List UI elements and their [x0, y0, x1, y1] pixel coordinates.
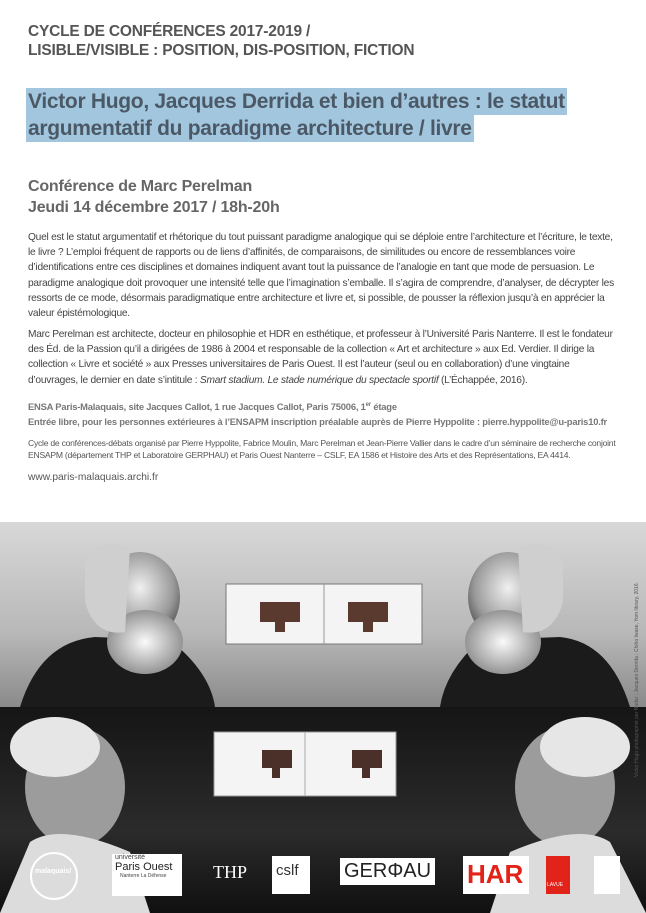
paris-ouest-logo — [112, 854, 182, 896]
venue-block — [28, 398, 628, 429]
malaquais-logo — [30, 852, 78, 900]
paris-ouest-label: Paris Ouest — [115, 861, 173, 873]
bio-text-b: (L’Échappée, 2016). — [438, 374, 528, 386]
lavue-logo — [546, 856, 570, 894]
partner-logos — [0, 850, 646, 913]
lecture-title — [28, 88, 606, 142]
cycle-line-1: CYCLE DE CONFÉRENCES 2017-2019 / — [28, 23, 311, 40]
thp-logo: THP — [213, 862, 248, 882]
abstract-paragraph: Quel est le statut argumentatif et rhétorique du tout puissant paradigme analogique qui se déploie entre l’architecture et l’écriture, le texte, le livre ? L’emploi fréquent de rapports ou de liens d’affinités, de comparaisons, de similitudes ou encore de ressemblances voire d’identifications entre ces disciplines et domaines indiquent avant tout la puissance de l’analogie en tant que mode de persuasion. Le paradigme analogique doit provoquer une intensité telle que l’imagination s’emballe. Il s’agira de comprendre, d’analyser, de décrypter les ressorts de ce mode, désormais paradigmatique entre architecture et livre et, si possible, de pousser la réflexion jusqu’à en apprécier la valeur épistémologique. — [28, 232, 614, 320]
gerphau-logo: GERΦAU — [340, 858, 435, 885]
universite-label: université — [115, 854, 145, 861]
nanterre-label: Nanterre La Défense — [120, 873, 167, 879]
floor-suffix: er — [365, 402, 371, 408]
lecture-title-text: Victor Hugo, Jacques Derrida et bien d’autres : le statut argumentatif du paradigme architecture / livre — [28, 90, 565, 140]
website-link[interactable]: www.paris-malaquais.archi.fr — [28, 472, 159, 483]
har-logo — [463, 856, 529, 894]
speaker-block — [28, 176, 280, 218]
date-line: Jeudi 14 décembre 2017 / 18h-20h — [28, 199, 280, 216]
cycle-heading — [28, 22, 628, 60]
har-label: HAR — [467, 859, 524, 889]
book-title: Smart stadium. Le stade numérique du spectacle sportif — [199, 374, 439, 386]
venue-address — [28, 398, 628, 414]
speaker-line: Conférence de Marc Perelman — [28, 178, 253, 195]
cslf-logo — [272, 856, 310, 894]
venue-floor: étage — [370, 401, 397, 413]
cslf-label: cslf — [276, 862, 299, 879]
hugo-portrait-left — [20, 544, 215, 707]
hugo-portrait-right — [440, 544, 630, 707]
book-bottom — [214, 732, 396, 796]
bio-paragraph — [28, 327, 618, 388]
venue-address-text: ENSA Paris-Malaquais, site Jacques Callot, 1 rue Jacques Callot, Paris 75006, 1 — [28, 401, 366, 413]
photo-credit: Victor Hugo photographié par Nadar ; Jacques Derrida ; Chiho Iwase, Yom library, 2016. — [634, 582, 640, 777]
institution-logo — [594, 856, 620, 894]
book-top — [226, 584, 422, 644]
malaquais-logo-text: malaquais/ — [35, 868, 72, 875]
entry-note: Entrée libre, pour les personnes extérieures à l’ENSAPM inscription préalable auprès de Pierre Hyppolite : pierre.hyppolite@u-paris10.fr — [28, 416, 607, 428]
organisers-note: Cycle de conférences-débats organisé par Pierre Hyppolite, Fabrice Moulin, Marc Perelman et Jean-Pierre Vallier dans le cadre d’un séminaire de recherche conjoint ENSAPM (département THP et Laboratoire GERPHAU) et Paris Ouest Nanterre – CSLF, EA 1586 et Histoire des Arts et des Représentations, EA 4414. — [28, 438, 616, 460]
cycle-line-2: LISIBLE/VISIBLE : POSITION, DIS-POSITION, FICTION — [28, 42, 415, 59]
lavue-label: LAVUE — [547, 882, 564, 888]
bio-text-a: Marc Perelman est architecte, docteur en philosophie et HDR en esthétique, et professeur à l’Université Paris Nanterre. Il est le fondateur des Éd. de la Passion qu’il a dirigées de 1986 à 2004 et responsable de la collection « Art et architecture » aux Ed. Verdier. Il dirige la collection « Livre et société » aux Presses universitaires de Paris Ouest. Il est l’auteur (seul ou en collaboration) d’une vingtaine d’ouvrages, le dernier en date s’intitule : — [28, 329, 613, 386]
